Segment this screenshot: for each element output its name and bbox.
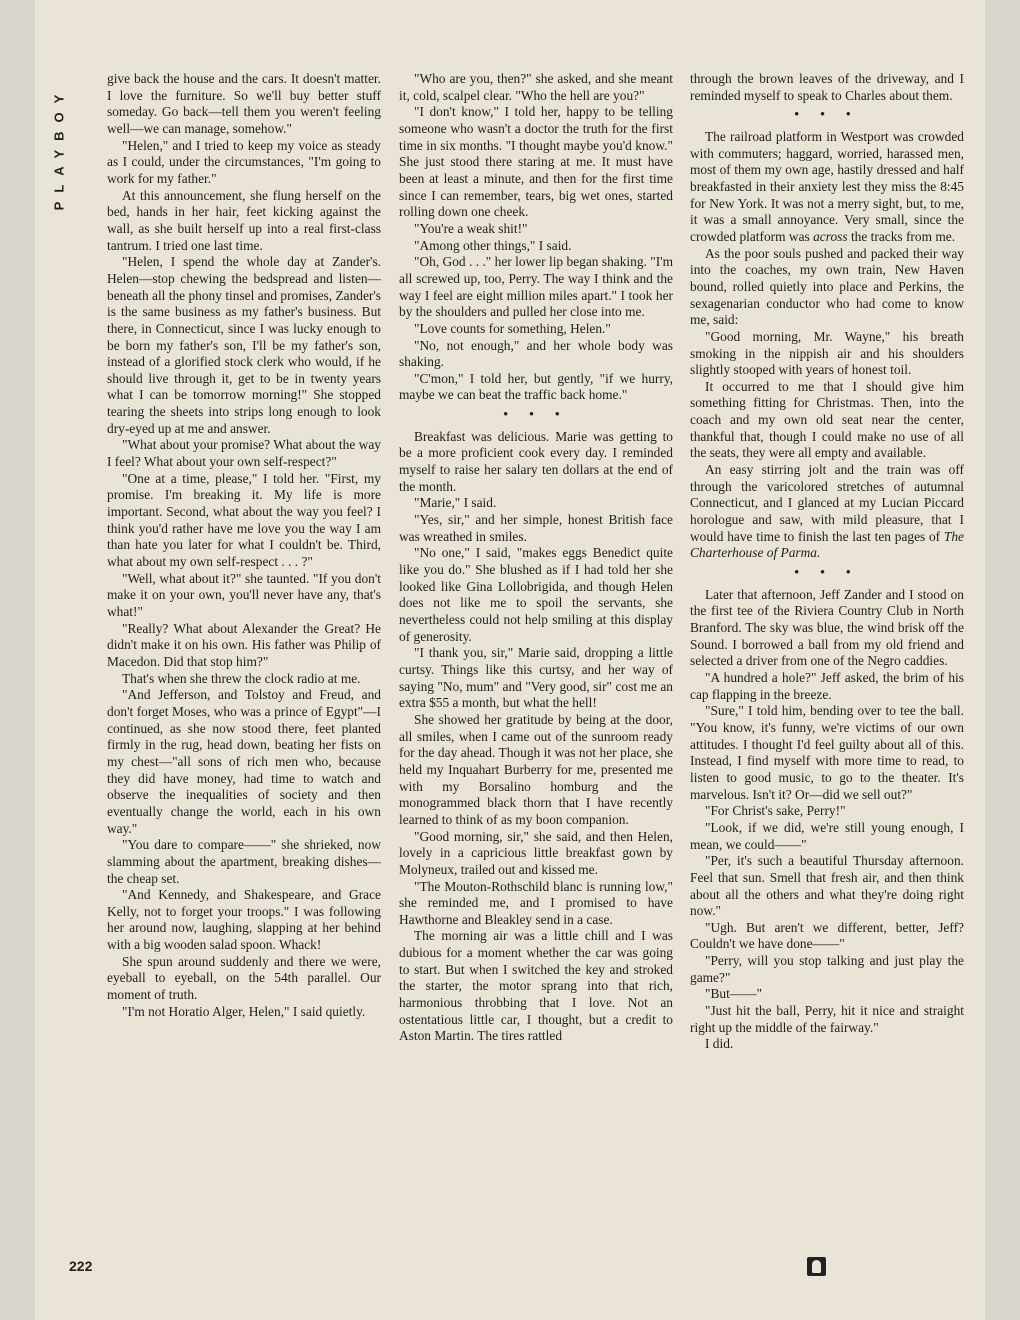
paragraph: Later that afternoon, Jeff Zander and I stood on the first tee of the Riviera Country Club in North Branford. The sky was blue, the wind brisk off the Sound. I borrowed a ball from my old friend and selected a driver from one of the Negro caddies. xyxy=(690,586,964,669)
paragraph: "Good morning, sir," she said, and then Helen, lovely in a capricious little breakfast gown by Molyneux, trailed out and kissed me. xyxy=(399,828,673,877)
paragraph: "Helen," and I tried to keep my voice as steady as I could, under the circumstances, "I'm going to work for my father." xyxy=(107,137,381,186)
paragraph: "And Jefferson, and Tolstoy and Freud, and don't forget Moses, who was a prince of Egypt"—I continued, as she now stood there, feet planted firmly in the rug, head down, beating her fists on my chest—"all sons of rich men who, because they did have money, had time to watch and observe the inequalities of society and then eventually change the world, each in his own way." xyxy=(107,687,381,836)
paragraph: "You dare to compare——" she shrieked, now slamming about the apartment, breaking dishes—the cheap set. xyxy=(107,837,381,886)
paragraph: She spun around suddenly and there we were, eyeball to eyeball, on the 54th parallel. Our moment of truth. xyxy=(107,953,381,1003)
paragraph: "One at a time, please," I told her. "First, my promise. I'm breaking it. My life is more important. Second, what about the way you feel? I think you'd rather have me love you the way I am than hate you later for what I couldn't be. Third, what about my own self-respect . . . ?" xyxy=(107,470,381,570)
paragraph: That's when she threw the clock radio at me. xyxy=(122,670,361,686)
paragraph-text: An easy stirring jolt and the train was off through the varicolored stretches of autumnal Connecticut, and I glanced at my Lucian Piccard horologue and saw, with mild pleasure, that I would have time to finish the last ten pages of xyxy=(690,462,964,544)
paragraph-text: the tracks from me. xyxy=(850,228,956,244)
paragraph: "You're a weak shit!" xyxy=(414,220,528,236)
magazine-page xyxy=(35,0,985,1320)
paragraph: She showed her gratitude by being at the door, all smiles, when I came out of the sunroom ready for the day ahead. Though it was not her place, she held my Inquahart Burberry for me, presented me with my Borsalino homburg and the monogrammed black thorn that I have recently learned to think of as my boon companion. xyxy=(399,711,673,827)
paragraph: "Ugh. But aren't we different, better, Jeff? Couldn't we have done——" xyxy=(690,919,964,952)
book-title: The Charterhouse of Parma. xyxy=(690,528,964,561)
paragraph: "Love counts for something, Helen." xyxy=(414,320,611,336)
paragraph: through the brown leaves of the driveway, and I reminded myself to speak to Charles about them. xyxy=(690,71,964,103)
paragraph: "C'mon," I told her, but gently, "if we hurry, maybe we can beat the traffic back home." xyxy=(399,370,673,403)
paragraph: "I'm not Horatio Alger, Helen," I said quietly. xyxy=(122,1003,366,1019)
paragraph xyxy=(690,462,964,562)
paragraph: "And Kennedy, and Shakespeare, and Grace Kelly, not to forget your troops." I was following her around now, laughing, slapping at her behind with a big wooden salad spoon. Whack! xyxy=(107,887,381,953)
bunny-end-mark-icon xyxy=(807,1257,826,1276)
section-separator: • • • xyxy=(794,564,860,580)
paragraph: "I thank you, sir," Marie said, dropping a little curtsy. Things like this curtsy, and her way of saying "No, mum" and "Very good, sir" cost me an extra $55 a month, but what the hell! xyxy=(399,645,673,711)
paragraph: I did. xyxy=(705,1036,734,1052)
paragraph: give back the house and the cars. It doesn't matter. I love the furniture. So we'll buy better stuff someday. Go back—tell them you weren't feeling well—we can manage, somehow." xyxy=(107,71,381,136)
masthead-vertical xyxy=(35,68,83,228)
paragraph: As the poor souls pushed and packed their way into the coaches, my own train, New Haven bound, rolled quietly into place and Perkins, the sexagenarian conductor who had come to know me, said: xyxy=(690,245,964,328)
paragraph: "Marie," I said. xyxy=(414,495,497,511)
paragraph: "Good morning, Mr. Wayne," his breath smoking in the nippish air and his shoulders slightly stooped with years of honest toil. xyxy=(690,328,964,378)
paragraph xyxy=(690,129,964,246)
paragraph: "Well, what about it?" she taunted. "If you don't make it on your own, you'll never have any, that's what!" xyxy=(107,570,381,619)
paragraph: "Perry, will you stop talking and just play the game?" xyxy=(690,953,964,985)
paragraph: "Yes, sir," and her simple, honest British face was wreathed in smiles. xyxy=(399,512,673,544)
paragraph: "The Mouton-Rothschild blanc is running low," she reminded me, and I promised to have Hawthorne and Bleakley send in a case. xyxy=(399,878,673,927)
text-column-3 xyxy=(690,71,964,1281)
paragraph: "Just hit the ball, Perry, hit it nice and straight right up the middle of the fairway." xyxy=(690,1003,964,1035)
text-column-2 xyxy=(399,71,673,1281)
paragraph: "Helen, I spend the whole day at Zander's. Helen—stop chewing the bedspread and listen—beneath all the phony tinsel and promises, Zander's is the same business as my father's business. But there, in Connecticut, since I was lucky enough to be born my father's son, I'll be my father's son, instead of a glorified stock clerk who would, if he should live through it, get to be in twenty years what I can be tomorrow morning!" She stopped tearing the sheets into strips long enough to look dry-eyed up at me and answer. xyxy=(107,254,381,436)
paragraph: "I don't know," I told her, happy to be telling someone who wasn't a doctor the truth for the first time in six months. "I thought maybe you'd know." She just stood there staring at me. It must have been at least a minute, and then for the first time since I can remember, tears, big wet ones, started rolling down one cheek. xyxy=(399,104,673,220)
paragraph: "What about your promise? What about the way I feel? What about your own self-respect?" xyxy=(107,437,381,470)
paragraph: Breakfast was delicious. Marie was getting to be a more proficient cook every day. I reminded myself to raise her salary ten dollars at the end of the month. xyxy=(399,428,673,494)
paragraph-text: The railroad platform in Westport was crowded with commuters; haggard, worried, harassed men, most of them my own age, hastily dressed and half breakfasted in their anxiety lest they miss the 8:45 for New York. It was not a merry sight, but, to me, it was a small annoyance. Very small, since the crowded platform was xyxy=(690,128,964,244)
paragraph: At this announcement, she flung herself on the bed, hands in her hair, feet kicking against the wall, as she built herself up into a real first-class tantrum. I tried one last time. xyxy=(107,187,381,253)
paragraph: "No, not enough," and her whole body was shaking. xyxy=(399,337,673,370)
paragraph: "Oh, God . . ." her lower lip began shaking. "I'm all screwed up, too, Perry. The way I think and the way I feel are eight million miles apart." I took her by the shoulders and pulled her close into me. xyxy=(399,254,673,320)
page-number: 222 xyxy=(69,1258,93,1274)
text-column-1 xyxy=(107,71,381,1281)
section-separator: • • • xyxy=(503,406,569,422)
paragraph: "But——" xyxy=(705,986,763,1002)
masthead-text: PLAYBOY xyxy=(51,85,67,211)
paragraph: "Really? What about Alexander the Great? He didn't make it on his own. His father was Philip of Macedon. Did that stop him?" xyxy=(107,620,381,669)
emphasis-text: across xyxy=(813,228,848,244)
paragraph: "Among other things," I said. xyxy=(414,237,572,253)
paragraph: "Who are you, then?" she asked, and she meant it, cold, scalpel clear. "Who the hell are you?" xyxy=(399,71,673,103)
paragraph: "Per, it's such a beautiful Thursday afternoon. Feel that sun. Smell that fresh air, and then think about all the others and what they're doing right now." xyxy=(690,853,964,919)
paragraph: "For Christ's sake, Perry!" xyxy=(705,803,846,819)
paragraph: The morning air was a little chill and I was dubious for a moment whether the car was going to start. But when I switched the key and stroked the starter, the motor sprang into that rich, harmonious throbbing that I love. Not an ostentatious little car, I thought, but a credit to Aston Martin. The tires rattled xyxy=(399,928,673,1044)
paragraph: "No one," I said, "makes eggs Benedict quite like you do." She blushed as if I had told her she looked like Gina Lollobrigida, and though Helen does not like me to spoil the servants, she nevertheless could not help smiling at this display of generosity. xyxy=(399,545,673,644)
paragraph: "Sure," I told him, bending over to tee the ball. "You know, it's funny, we're victims of our own attitudes. I thought I'd feel guilty about all of this. Instead, I find myself with more time to read, to listen to good music, to go to the theater. It's marvelous. Isn't it? Or—did we sell out?" xyxy=(690,703,964,802)
paragraph: "A hundred a hole?" Jeff asked, the brim of his cap flapping in the breeze. xyxy=(690,669,964,702)
section-separator: • • • xyxy=(794,106,860,122)
paragraph: "Look, if we did, we're still young enough, I mean, we could——" xyxy=(690,819,964,852)
paragraph: It occurred to me that I should give him something fitting for Christmas. Then, into the coach and my own old seat near the center, thankful that, though I could make no use of all the seats, they were all empty and available. xyxy=(690,378,964,461)
